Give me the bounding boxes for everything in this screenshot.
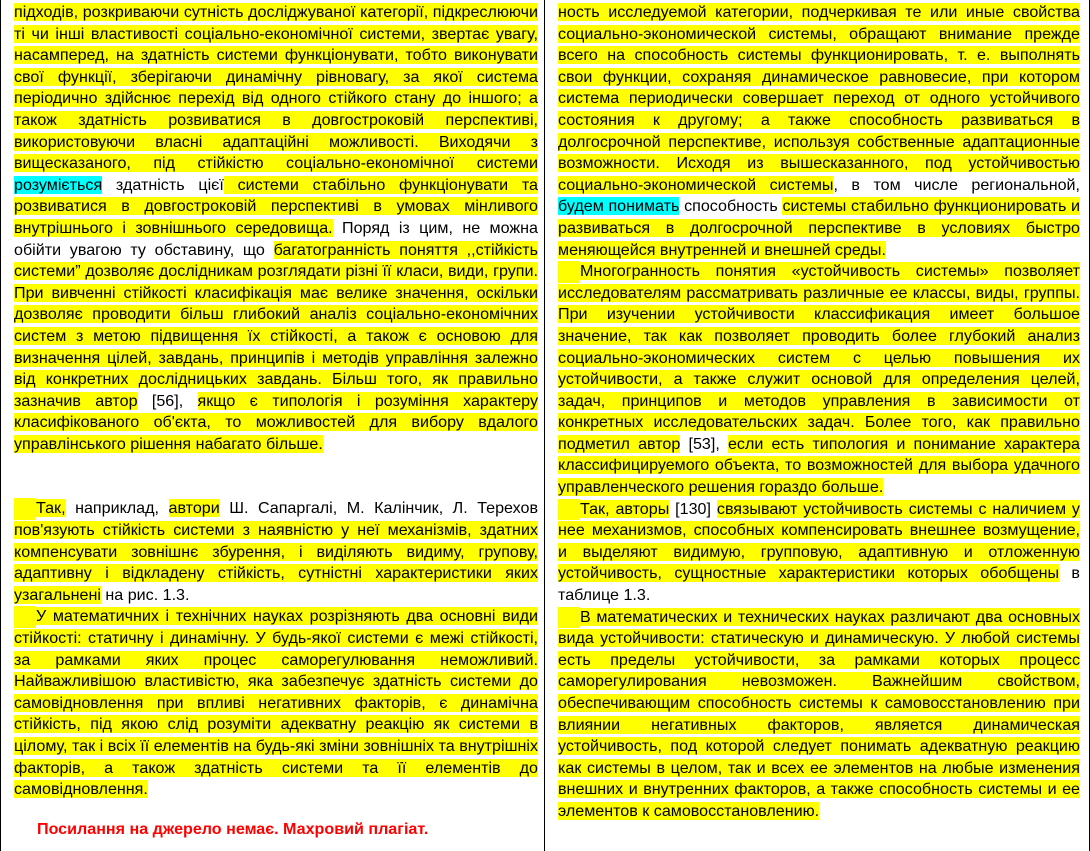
paragraph-indent (558, 499, 580, 521)
text-segment: У математичних і технічних науках розрізняють два основні види стійкості: статичну і динамічну. У будь-якої системи є межі стійкості, за рамками яких процес саморегулювання неможливий. Найважливішою властивістю, яка забезпечує здатність системи до самовідновлення при впливі негативних факторів, є динамічна стійкість, під якою слід розуміти адекватну реакцію як системи в цілому, так і всіх її елементів на будь-які зміни зовнішніх та внутрішніх факторів, а також здатність системи та її елементів до самовідновлення. (14, 607, 538, 799)
text-segment: системы стабильно функционировать и развиваться в долгосрочной перспективе в условиях быстро меняющейся внутренней и внешней среды. (558, 197, 1080, 259)
left-paragraph-1 (14, 2, 538, 455)
text-segment: багатогранність поняття ,,стійкість системи” дозволяє дослідникам розглядати різні її класи, види, групи. При вивченні стійкості класифікація має велике значення, оскільки дозволяє проводити більш глибокий аналіз соціально-економічних систем з метою підвищення їх стійкості, а також є основою для визначення цілей, завдань, принципів і методів управління залежно від конкретних дослідницьких завдань. Більш того, як правильно зазначив автор (14, 240, 538, 410)
text-segment: пов'язують стійкість системи з наявністю у неї механізмів, здатних компенсувати зовнішнє збурення, і виділяють видиму, групову, адаптивну і відкладену стійкість, сутністні характеристики яких узагальнені (14, 521, 538, 604)
text-segment: здатність цієї (102, 175, 224, 194)
text-segment: в таблице 1.3. (558, 564, 1080, 605)
right-paragraph-3 (558, 499, 1080, 607)
text-segment: Так, (36, 499, 66, 518)
text-segment: ность исследуемой категории, подчеркивая те или иные свойства социально-экономической системы, обращают внимание прежде всего на способность системы функционировать, т. е. выполнять свои функции, сохраняя динамическое равновесие, при котором система периодически совершает переход от одного устойчивого состояния к другому; а также способность развиваться в долгосрочной перспективе, используя собственные адаптационные возможности. Исходя из вышесказанного, под устойчивостью социально-экономической системы (558, 3, 1080, 194)
text-segment: [56], (137, 391, 198, 410)
text-segment: Поряд із цим, не можна обійти увагою ту обставину, що (14, 218, 538, 259)
right-paragraph-4 (558, 607, 1080, 823)
text-segment: автори (168, 499, 220, 518)
paragraph-indent (14, 606, 36, 628)
text-segment: на рис. 1.3. (100, 585, 190, 604)
paragraph-indent (14, 498, 36, 520)
text-segment: Так, авторы (580, 499, 670, 518)
paragraph-indent (558, 607, 580, 629)
right-column-russian (558, 2, 1080, 823)
text-segment: [53], (680, 434, 728, 453)
text-segment: если есть типология и понимание характера классифицируемого объекта, то возможностей для выбора удачного управленческого решения гораздо больше. (558, 434, 1080, 497)
text-segment: розуміється (14, 175, 103, 194)
text-segment: способность (679, 197, 783, 216)
text-segment: В математических и технических науках различают два основных вида устойчивости: статическую и динамическую. У любой системы есть пределы устойчивости, за рамками которых процесс саморегулирования невозможен. Важнейшим свойством, обеспечивающим способность системы к самовосстановлению при влиянии негативных факторов, является динамическая устойчивость, под которой следует понимать адекватную реакцию как системы в целом, так и всех ее элементов на любые изменения внешних и внутренних факторов, а также способность системы и ее элементов к самовосстановлению. (558, 607, 1080, 820)
text-segment: Ш. Сапаргалі, М. Калінчик, Л. Терехов (219, 499, 538, 518)
left-column-ukrainian (14, 2, 538, 840)
right-paragraph-2 (558, 261, 1080, 499)
text-segment: [130] (669, 499, 717, 518)
paragraph-indent (558, 261, 580, 283)
text-segment: , в том числе региональной, (833, 175, 1080, 194)
column-divider (544, 0, 545, 851)
left-paragraph-3 (14, 606, 538, 800)
text-segment: системи стабільно функціонувати та розвиватися в довгостроковій перспективі в умовах мінливого внутрішнього і зовнішнього середовища. (14, 175, 538, 237)
text-segment: наприклад, (65, 499, 169, 518)
plagiarism-note: Посилання на джерело немає. Махровий плагіат. (37, 819, 429, 838)
paragraph-gap (14, 455, 538, 498)
text-segment: связывают устойчивость системы с наличием у нее механизмов, способных компенсировать внешнее возмущение, и выделяют видимую, групповую, адаптивную и отложенную устойчивость, сущностные характеристики которых обобщены (558, 499, 1080, 583)
left-paragraph-2 (14, 498, 538, 606)
text-segment: будем понимать (558, 197, 680, 216)
text-segment: Многогранность понятия «устойчивость системы» позволяет исследователям рассматривать различные ее классы, виды, группы. При изучении устойчивости классификация имеет большое значение, так как позволяет проводить более глубокий анализ социально-экономических систем с целью повышения их устойчивости, а также служит основой для определения целей, задач, принципов и методов управления в зависимости от конкретных исследовательских задач. Более того, как правильно подметил автор (558, 262, 1080, 453)
text-segment: підходів, розкриваючи сутність досліджуваної категорії, підкреслюючи ті чи інші властивості соціально-економічної системи, звертає увагу, насамперед, на здатність системи функціонувати, тобто виконувати свої функції, зберігаючи динамічну рівновагу, за якої система періодично здійснює перехід від одного стійкого стану до іншого; а також здатність розвиватися в довгостроковій перспективі, використовуючи власні адаптаційні можливості. Виходячи з вищесказаного, під стійкістю соціально-економічної системи (14, 3, 538, 173)
text-segment: якщо є типологія і розуміння характеру класифікованого об'єкта, то можливостей для вибору вдалого управлінського рішення набагато більше. (14, 391, 538, 453)
right-paragraph-1 (558, 2, 1080, 261)
